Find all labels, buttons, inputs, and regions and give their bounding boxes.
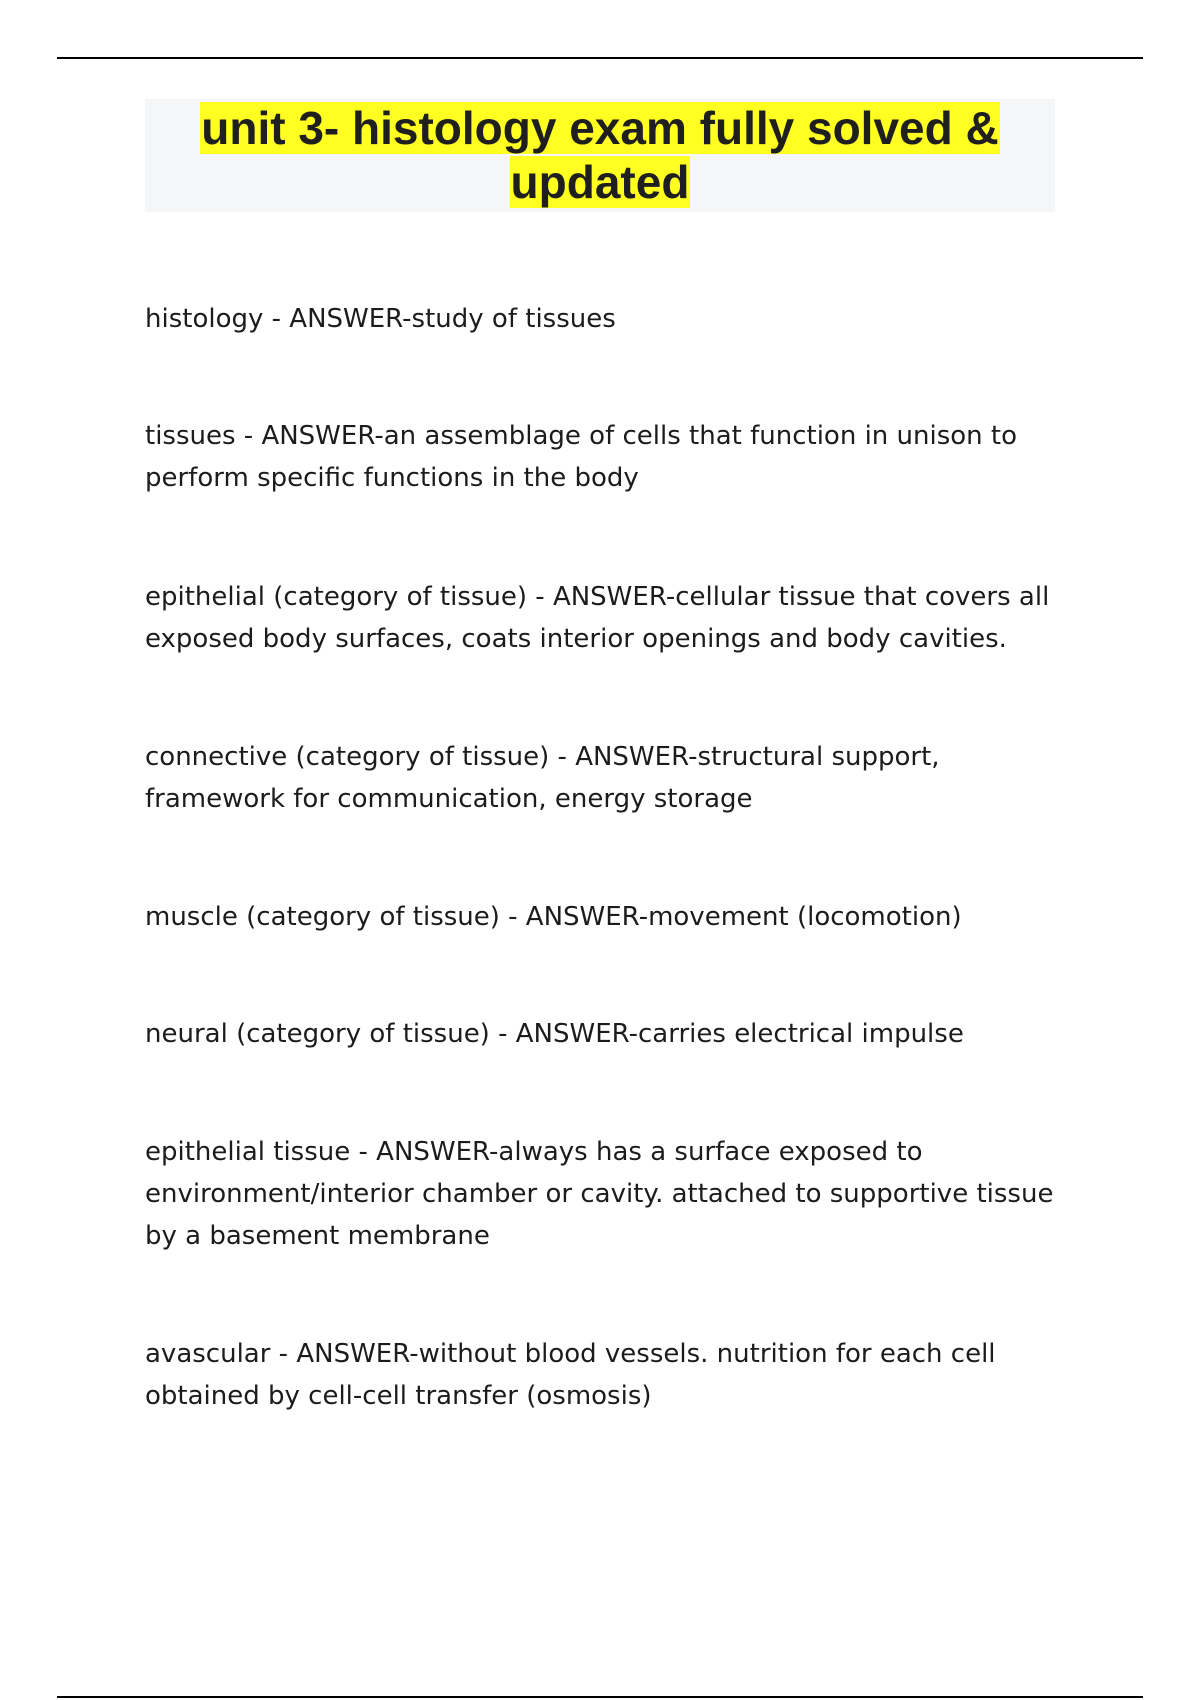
qa-entry-epithelial-category: epithelial (category of tissue) - ANSWER-cellular tissue that covers all exposed body surfaces, coats interior openings and body cavities. xyxy=(145,582,1050,654)
qa-entry-histology: histology - ANSWER-study of tissues xyxy=(145,304,616,334)
title-box xyxy=(145,99,1055,212)
qa-entry-avascular: avascular - ANSWER-without blood vessels. nutrition for each cell obtained by cell-cell transfer (osmosis) xyxy=(145,1339,996,1411)
page-title xyxy=(145,101,1055,209)
qa-entry-neural-category: neural (category of tissue) - ANSWER-carries electrical impulse xyxy=(145,1019,964,1049)
top-divider xyxy=(57,57,1143,59)
title-line-1: unit 3- histology exam fully solved & xyxy=(201,102,999,154)
qa-entry-tissues: tissues - ANSWER-an assemblage of cells that function in unison to perform specific functions in the body xyxy=(145,421,1018,493)
title-line-2: updated xyxy=(510,156,690,208)
qa-entry-muscle-category: muscle (category of tissue) - ANSWER-movement (locomotion) xyxy=(145,902,962,932)
qa-entry-epithelial-tissue: epithelial tissue - ANSWER-always has a surface exposed to environment/interior chamber or cavity. attached to supportive tissue by a basement membrane xyxy=(145,1137,1054,1251)
qa-entry-connective-category: connective (category of tissue) - ANSWER-structural support, framework for communication, energy storage xyxy=(145,742,940,814)
bottom-divider xyxy=(57,1696,1143,1698)
